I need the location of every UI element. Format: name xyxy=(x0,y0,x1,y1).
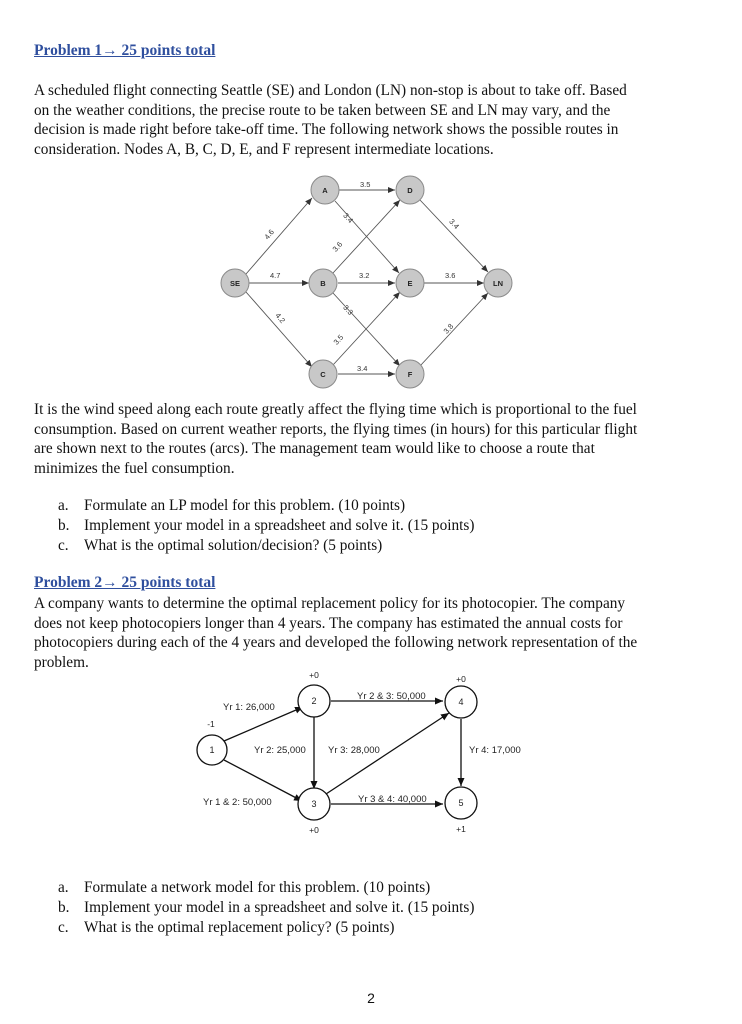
node-label: SE xyxy=(229,279,241,288)
node-supply: +0 xyxy=(456,674,466,684)
question-item: a. Formulate an LP model for this problem. (10 points) xyxy=(58,497,406,514)
problem2-questions xyxy=(58,878,474,937)
intro-line: on the weather conditions, the precise route to be taken between SE and LN may vary, and the xyxy=(34,101,611,119)
arc-F-LN xyxy=(420,293,488,366)
problem1-body xyxy=(34,400,696,478)
arc-1-3 xyxy=(224,760,302,801)
arc-label: 3.3 xyxy=(341,303,355,317)
node-label: LN xyxy=(493,279,503,288)
arc-label: 4.6 xyxy=(262,227,276,242)
node-supply: +0 xyxy=(309,825,319,835)
arc-label: 3.5 xyxy=(331,332,346,347)
intro-line: A scheduled flight connecting Seattle (SE) and London (LN) non-stop is about to take off. Based xyxy=(34,82,627,99)
flight-network-diagram xyxy=(0,0,742,400)
arc-label: Yr 3: 28,000 xyxy=(328,745,380,756)
node-label: 2 xyxy=(311,696,317,706)
arc-label: 3.6 xyxy=(330,239,345,254)
node-supply: +0 xyxy=(309,670,319,680)
problem2-heading: Problem 2→ 25 points total xyxy=(34,574,216,591)
arc-label: 3.4 xyxy=(447,217,461,231)
intro-line: A company wants to determine the optimal replacement policy for its photocopier. The company xyxy=(34,595,626,612)
node-label: 1 xyxy=(209,745,215,755)
arc-SE-C xyxy=(246,292,312,367)
arc-label: 3.5 xyxy=(360,180,371,189)
node-label: F xyxy=(407,370,413,379)
arc-label: Yr 1: 26,000 xyxy=(223,702,275,713)
arc-D-LN xyxy=(420,200,488,272)
arc-label: 3.4 xyxy=(357,364,368,373)
replacement-network-diagram xyxy=(0,660,742,850)
arc-B-F xyxy=(333,293,400,366)
arc-label: Yr 4: 17,000 xyxy=(469,745,521,756)
question-item: b. Implement your model in a spreadsheet and solve it. (15 points) xyxy=(58,898,475,916)
question-item: c. What is the optimal replacement policy? (5 points) xyxy=(58,918,395,936)
node-label: C xyxy=(320,370,326,379)
body-line: It is the wind speed along each route greatly affect the flying time which is proportional to the fuel xyxy=(34,401,637,418)
node-label: B xyxy=(320,279,326,288)
arc-label: Yr 3 & 4: 40,000 xyxy=(358,794,427,805)
body-line: minimizes the fuel consumption. xyxy=(34,459,235,477)
arc-label: 4.7 xyxy=(270,271,281,280)
intro-line: problem. xyxy=(34,653,89,671)
arc-B-D xyxy=(330,200,400,273)
node-label: 4 xyxy=(458,697,464,707)
arc-SE-A xyxy=(246,198,312,274)
problem1-questions xyxy=(58,496,474,555)
question-item: c. What is the optimal solution/decision? (5 points) xyxy=(58,536,383,554)
arc-label: 3.8 xyxy=(441,321,456,336)
arc-C-E xyxy=(333,292,400,365)
node-label: A xyxy=(322,186,328,195)
arc-label: 3.6 xyxy=(445,271,456,280)
node-label: 5 xyxy=(458,798,464,808)
question-item: a. Formulate a network model for this problem. (10 points) xyxy=(58,879,431,896)
intro-line: does not keep photocopiers longer than 4 years. The company has estimated the annual costs for xyxy=(34,614,623,632)
intro-line: photocopiers during each of the 4 years and developed the following network representation of the xyxy=(34,634,638,651)
node-label: E xyxy=(407,279,413,288)
body-line: are shown next to the routes (arcs). The management team would like to choose a route that xyxy=(34,440,595,457)
question-item: b. Implement your model in a spreadsheet and solve it. (15 points) xyxy=(58,516,475,534)
node-supply: +1 xyxy=(456,824,466,834)
body-line: consumption. Based on current weather reports, the flying times (in hours) for this particular flight xyxy=(34,420,638,438)
arc-label: Yr 1 & 2: 50,000 xyxy=(203,797,272,808)
arc-label: 4.2 xyxy=(273,311,288,325)
node-label: D xyxy=(407,186,413,195)
page-number: 2 xyxy=(367,990,375,1006)
intro-line: decision is made right before take-off time. The following network shows the possible routes in xyxy=(34,121,619,138)
problem1-heading: Problem 1→ 25 points total xyxy=(34,42,216,59)
node-label: 3 xyxy=(311,799,317,809)
arc-label: 3.4 xyxy=(341,211,355,225)
intro-line: consideration. Nodes A, B, C, D, E, and F represent intermediate locations. xyxy=(34,140,494,158)
node-supply: -1 xyxy=(207,719,215,729)
arc-label: Yr 2 & 3: 50,000 xyxy=(357,691,426,702)
arc-label: Yr 2: 25,000 xyxy=(254,745,306,756)
arc-label: 3.2 xyxy=(359,271,370,280)
